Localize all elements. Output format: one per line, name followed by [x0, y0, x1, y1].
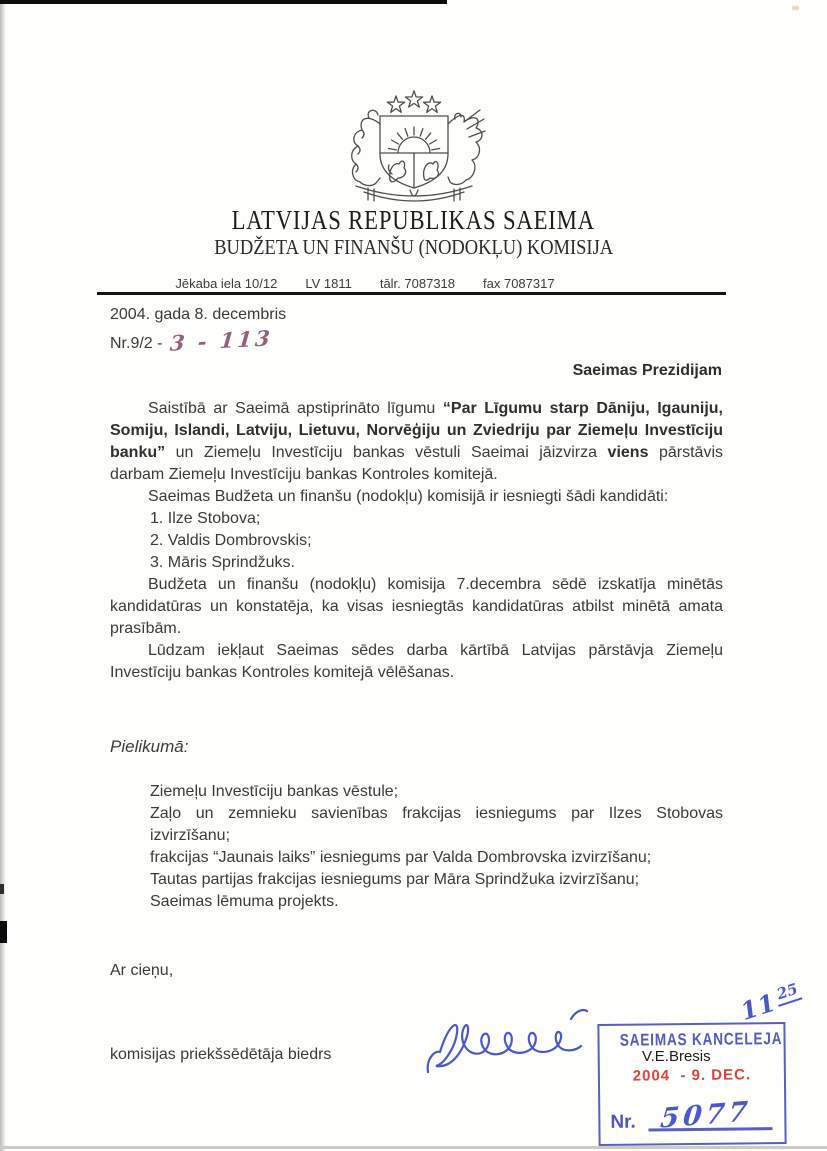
signer-title: komisijas priekšsēdētāja biedrs [110, 1046, 332, 1063]
scan-top-edge-bar [0, 0, 447, 4]
time-note-minutes: 25 [773, 979, 803, 1007]
p1-seg-4: pārstāvis darbam Ziemeļu Investīciju bankas Kontroles komitejā. [110, 444, 723, 483]
scan-ink-blot-large [0, 921, 7, 943]
letter-body [110, 398, 723, 684]
attachment-item: Saeimas lēmuma projekts. [150, 893, 339, 910]
scan-bottom-edge [0, 1146, 827, 1149]
scan-ink-blot-small [0, 884, 4, 894]
address-fax: fax 7087317 [483, 276, 555, 291]
letterhead-subtitle: BUDŽETA UN FINANŠU (NODOKĻU) KOMISIJA [214, 235, 613, 259]
p1-seg-0: Saistībā ar Saeimā apstiprināto līgumu [148, 400, 443, 417]
address-street: Jēkaba iela 10/12 [175, 276, 278, 291]
address-phone: tālr. 7087318 [379, 276, 456, 291]
letter-date: 2004. gada 8. decembris [110, 306, 287, 323]
stamp-date: 2004 - 9. DEC. [632, 1066, 752, 1085]
letterhead-title: LATVIJAS REPUBLIKAS SAEIMA [231, 205, 596, 235]
letter-number-handwritten: 3 - 113 [169, 325, 275, 356]
p1-seg-3-bold: viens [607, 444, 649, 461]
latvia-coat-of-arms-icon [338, 90, 490, 205]
signer-name: V.E.Bresis [642, 1048, 711, 1065]
time-note-hours: 11 [737, 987, 780, 1026]
salutation: Ar cieņu, [110, 962, 174, 979]
attachments-label: Pielikumā: [110, 737, 189, 756]
attachment-item: Tautas partijas frakcijas iesniegums par Māra Sprindžuka izvirzīšanu; [150, 871, 640, 888]
paragraph-3: Budžeta un finanšu (nodokļu) komisija 7.decembra sēdē izskatīja minētās kandidatūras un konstatēja, ka visas iesniegtās kandidatūras atbilst minētā amata prasībām. [110, 576, 723, 637]
letter-number-prefix: Nr.9/2 - [110, 335, 163, 352]
candidate-item: 1. Ilze Stobova; [150, 510, 261, 527]
scan-speck [792, 6, 799, 10]
scan-left-edge [0, 0, 6, 1151]
candidate-item: 3. Māris Sprindžuks. [150, 554, 295, 571]
letterhead-rule [97, 292, 726, 295]
stamp-number-handwritten: 5077 [658, 1096, 753, 1135]
attachment-item: Zaļo un zemnieku savienības frakcijas iesniegums par Ilzes Stobovas izvirzīšanu; [150, 805, 723, 844]
letterhead-address-line [0, 276, 730, 291]
paragraph-1 [110, 398, 723, 486]
attachments-list [150, 781, 723, 913]
attachment-item: Ziemeļu Investīciju bankas vēstule; [150, 783, 399, 800]
p1-seg-2: un Ziemeļu Investīciju bankas vēstuli Saeimai jāizvirza [165, 444, 608, 461]
candidate-item: 2. Valdis Dombrovskis; [150, 532, 312, 549]
stamp-number-row [600, 1098, 784, 1140]
addressee: Saeimas Prezidijam [572, 362, 722, 379]
paragraph-2: Saeimas Budžeta un finanšu (nodokļu) komisijā ir iesniegti šādi kandidāti: [148, 488, 669, 505]
address-postcode: LV 1811 [305, 276, 352, 291]
attachment-item: frakcijas “Jaunais laiks” iesniegums par Valda Dombrovska izvirzīšanu; [150, 849, 652, 866]
paragraph-4: Lūdzam iekļaut Saeimas sēdes darba kārtībā Latvijas pārstāvja Ziemeļu Investīciju bankas Kontroles komitejā vēlēšanas. [110, 642, 723, 681]
letter-number-line [110, 325, 275, 356]
stamp-number-label: Nr. [610, 1111, 636, 1133]
handwritten-signature [424, 1004, 614, 1086]
handwritten-time-note [737, 979, 805, 1026]
stamp-organization: SAEIMAS KANCELEJA [619, 1029, 783, 1050]
p1-seg-1-bold: “Par Līgumu starp Dāniju, Igauniju, Somiju, Islandi, Latviju, Lietuvu, Norvēģiju un Zviedriju par Ziemeļu Investīciju banku” [110, 400, 723, 461]
registry-stamp [597, 1022, 786, 1146]
